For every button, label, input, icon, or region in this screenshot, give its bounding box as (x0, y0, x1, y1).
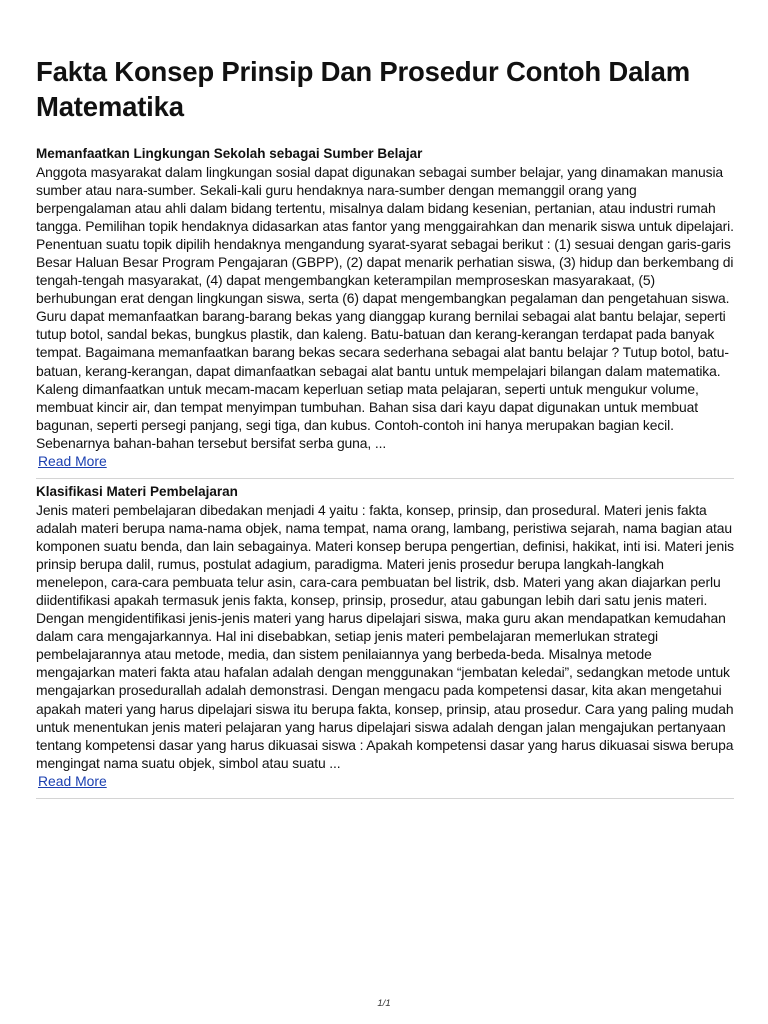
read-more-link[interactable]: Read More (38, 452, 107, 469)
article-heading: Memanfaatkan Lingkungan Sekolah sebagai Sumber Belajar (36, 146, 423, 161)
page-title: Fakta Konsep Prinsip Dan Prosedur Contoh Dalam Matematika (36, 56, 690, 122)
article-lingkungan-sekolah (36, 145, 734, 471)
article-body: Anggota masyarakat dalam lingkungan sosial dapat digunakan sebagai sumber belajar, yang dinamakan manusia sumber atau nara-sumber. Sekali-kali guru hendaknya nara-sumber dengan memanggil orang yang berpengalaman atau ahli dalam bidang tertentu, misalnya dalam bidang kesenian, pertanian, atau industri rumah tangga. Pemilihan topik hendaknya didasarkan atas fantor yang menggairahkan dan menarik siswa untuk dipelajari. Penentuan suatu topik dipilih hendaknya mengandung syarat-syarat sebagai berikut : (1) sesuai dengan garis-garis Besar Haluan Besar Program Pengajaran (GBPP), (2) dapat menarik perhatian siswa, (3) hidup dan berkembang di tengah-tengah masyarakat, (4) dapat mengembangkan keterampilan memproseskan masyarakaat, (5) berhubungan erat dengan lingkungan siswa, serta (6) dapat mengembangkan pegalaman dan pengetahuan siswa. Guru dapat memanfaatkan barang-barang bekas yang dianggap kurang bernilai sebagai alat bantu belajar, seperti tutup botol, sandal bekas, bungkus plastik, dan kaleng. Batu-batuan dan kerang-kerangan terdapat pada banyak tempat. Bagaimana memanfaatkan barang bekas secara sederhana sebagai alat bantu belajar ? Tutup botol, batu-batuan, kerang-kerangan, dapat dimanfaatkan sebagai alat bantu untuk mempelajari bilangan dalam matematika. Kaleng dimanfaatkan untuk mecam-macam keperluan setiap mata pelajaran, seperti untuk mengukur volume, membuat kincir air, dan tempat menyimpan tumbuhan. Bahan sisa dari kayu dapat digunakan untuk membuat bagunan, seperti persegi panjang, segi tiga, dan kubus. Contoh-contoh ini hanya merupakan bagian kecil. Sebenarnya bahan-bahan tersebut bersifat serba guna, ... (36, 164, 734, 451)
article-divider (36, 798, 734, 799)
article-heading: Klasifikasi Materi Pembelajaran (36, 484, 238, 499)
page-number: 1/1 (377, 998, 391, 1009)
article-body: Jenis materi pembelajaran dibedakan menjadi 4 yaitu : fakta, konsep, prinsip, dan prosedural. Materi jenis fakta adalah materi berupa nama-nama objek, nama tempat, nama orang, lambang, peristiwa sejarah, nama bagian atau komponen suatu benda, dan lain sebagainya. Materi konsep berupa pengertian, definisi, hakikat, inti isi. Materi jenis prinsip berupa dalil, rumus, postulat adagium, paradigma. Materi jenis prosedur berupa langkah-langkah menelepon, cara-cara pembuata telur asin, cara-cara pembuatan bel listrik, dsb. Materi yang akan diajarkan perlu diidentifikasi apakah termasuk jenis fakta, konsep, prinsip, prosedur, atau gabungan lebih dari satu jenis materi. Dengan mengidentifikasi jenis-jenis materi yang harus dipelajari siswa, maka guru akan mendapatkan kemudahan dalam cara mengajarkannya. Hal ini disebabkan, setiap jenis materi pembelajaran memerlukan strategi pembelajarannya atau metode, media, dan sistem penilaiannya yang berbeda-beda. Misalnya metode mengajarkan materi fakta atau hafalan adalah dengan menggunakan “jembatan keledai”, sedangkan metode untuk mengajarkan prosedurallah adalah demonstrasi. Dengan mengacu pada kompetensi dasar, kita akan mengetahui apakah materi yang harus dipelajari siswa itu berupa fakta, konsep, prinsip, atau prosedur. Cara yang paling mudah untuk menentukan jenis materi pelajaran yang harus dipelajari siswa adalah dengan jalan mengajukan pertanyaan tentang kompetensi dasar yang harus dikuasai siswa : Apakah kompetensi dasar yang harus dikuasai siswa berupa mengingat nama suatu objek, simbol atau suatu ... (36, 502, 734, 771)
read-more-link[interactable]: Read More (38, 772, 107, 789)
article-divider (36, 478, 734, 479)
article-klasifikasi-materi (36, 483, 734, 791)
